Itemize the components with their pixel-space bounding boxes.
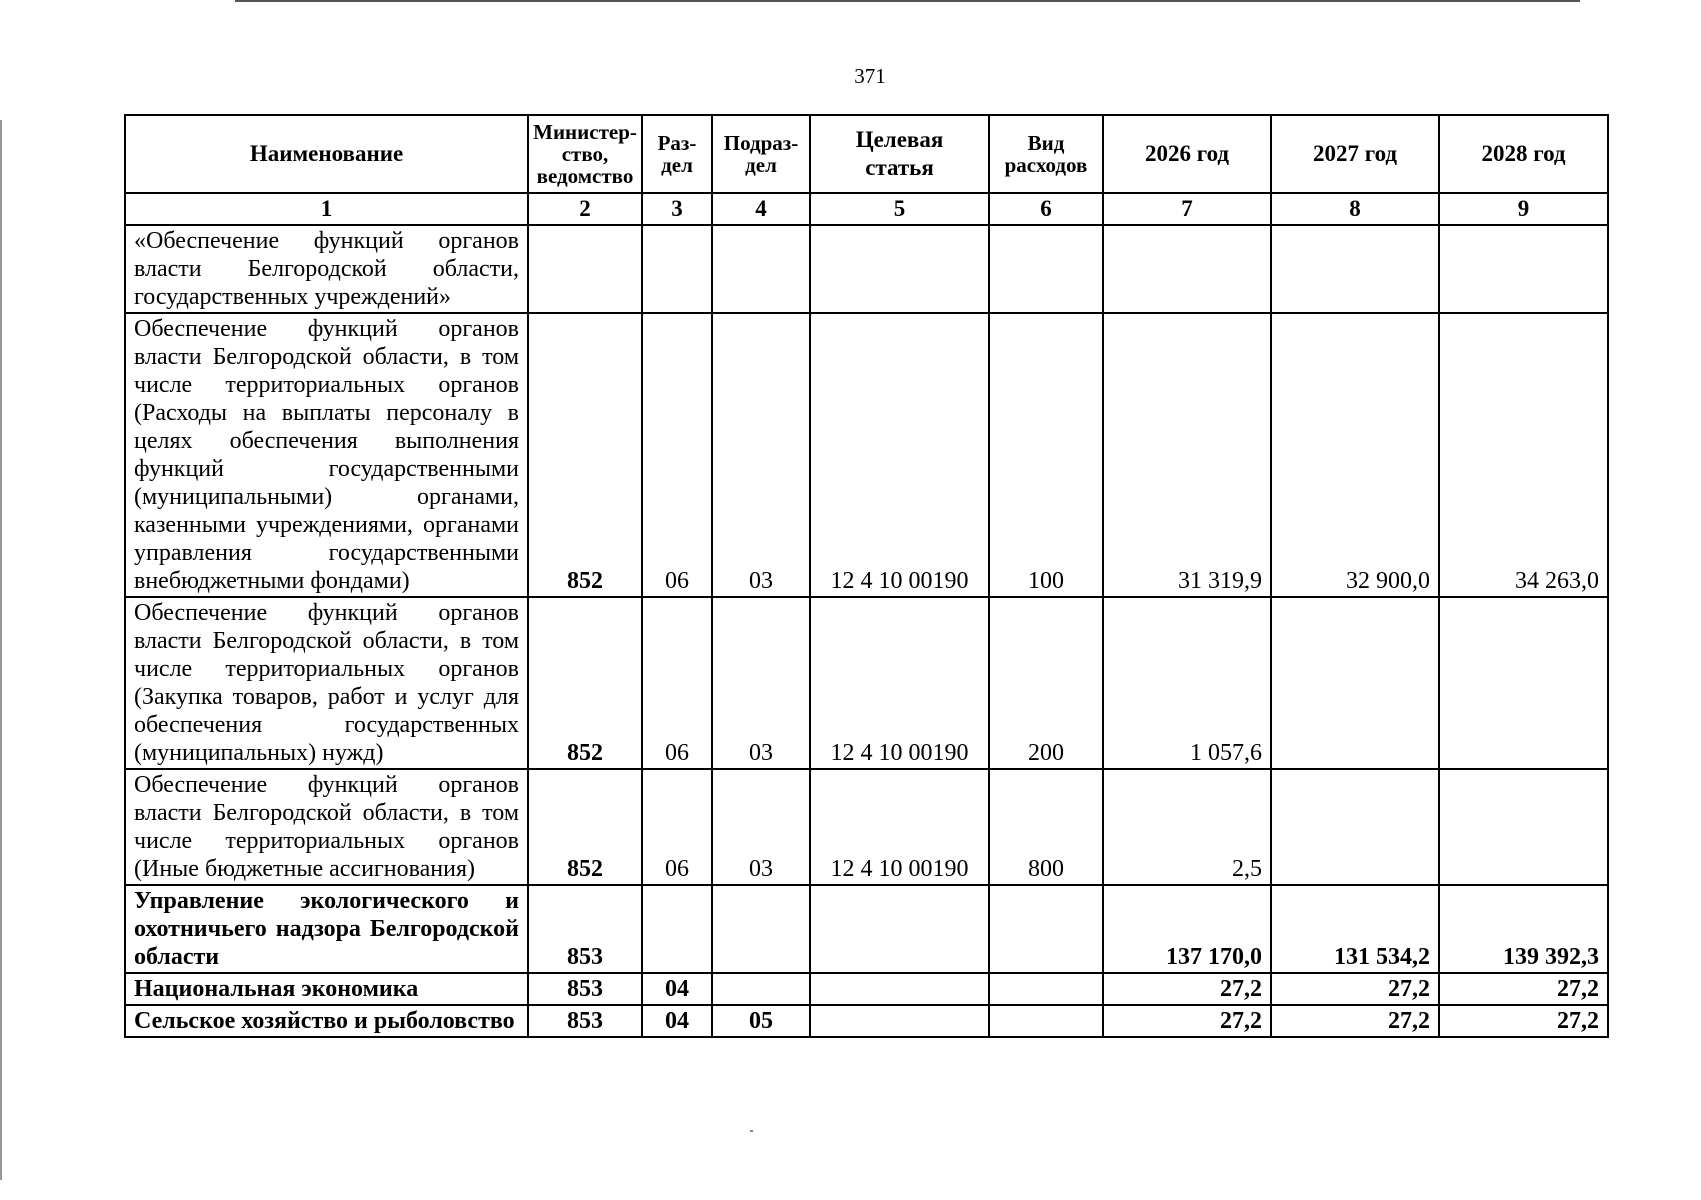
cell-target-article: 12 4 10 00190 <box>810 313 989 597</box>
column-number: 2 <box>528 193 642 225</box>
cell-2028: 27,2 <box>1439 1005 1608 1037</box>
table-row <box>125 973 1608 1005</box>
cell-2027 <box>1271 769 1439 885</box>
cell-2028 <box>1439 597 1608 769</box>
column-number: 6 <box>989 193 1103 225</box>
cell-subsection: 03 <box>712 597 810 769</box>
cell-2026: 31 319,9 <box>1103 313 1271 597</box>
cell-2028: 27,2 <box>1439 973 1608 1005</box>
cell-ministry: 852 <box>528 313 642 597</box>
header-target-article: Целевая статья <box>810 115 989 193</box>
cell-expense-type <box>989 225 1103 313</box>
cell-2026 <box>1103 225 1271 313</box>
cell-2027: 27,2 <box>1271 1005 1439 1037</box>
column-number-row <box>125 193 1608 225</box>
header-year-2028: 2028 год <box>1439 115 1608 193</box>
cell-name: Управление экологического и охотничьего надзора Белгородской области <box>125 885 528 973</box>
cell-section <box>642 225 712 313</box>
top-rule <box>235 0 1580 2</box>
table-header <box>125 115 1608 225</box>
header-ministry: Министер-ство, ведомство <box>528 115 642 193</box>
cell-name: «Обеспечение функций органов власти Белгородской области, государственных учреждений» <box>125 225 528 313</box>
cell-2026: 1 057,6 <box>1103 597 1271 769</box>
cell-2026: 137 170,0 <box>1103 885 1271 973</box>
cell-expense-type <box>989 885 1103 973</box>
column-number: 4 <box>712 193 810 225</box>
cell-expense-type <box>989 1005 1103 1037</box>
header-year-2026: 2026 год <box>1103 115 1271 193</box>
cell-section: 06 <box>642 769 712 885</box>
header-expense-type: Вид расходов <box>989 115 1103 193</box>
cell-name: Сельское хозяйство и рыболовство <box>125 1005 528 1037</box>
cell-name: Обеспечение функций органов власти Белгородской области, в том числе территориальных органов (Иные бюджетные ассигнования) <box>125 769 528 885</box>
cell-target-article: 12 4 10 00190 <box>810 769 989 885</box>
table-row <box>125 225 1608 313</box>
cell-2027: 27,2 <box>1271 973 1439 1005</box>
cell-ministry: 853 <box>528 973 642 1005</box>
cell-2027 <box>1271 597 1439 769</box>
cell-ministry: 852 <box>528 769 642 885</box>
cell-subsection <box>712 225 810 313</box>
table-row <box>125 1005 1608 1037</box>
cell-section <box>642 885 712 973</box>
page-number: 371 <box>854 64 886 88</box>
cell-target-article: 12 4 10 00190 <box>810 597 989 769</box>
cell-subsection: 03 <box>712 769 810 885</box>
table-row <box>125 597 1608 769</box>
cell-target-article <box>810 225 989 313</box>
left-edge-rule <box>0 120 2 1180</box>
cell-2027: 131 534,2 <box>1271 885 1439 973</box>
column-number: 7 <box>1103 193 1271 225</box>
cell-target-article <box>810 885 989 973</box>
cell-subsection <box>712 973 810 1005</box>
cell-expense-type: 200 <box>989 597 1103 769</box>
cell-2028: 139 392,3 <box>1439 885 1608 973</box>
header-subsection: Подраз-дел <box>712 115 810 193</box>
cell-2028 <box>1439 769 1608 885</box>
cell-ministry: 853 <box>528 1005 642 1037</box>
header-section: Раз-дел <box>642 115 712 193</box>
column-number: 5 <box>810 193 989 225</box>
table-row <box>125 313 1608 597</box>
cell-2026: 27,2 <box>1103 1005 1271 1037</box>
cell-name: Национальная экономика <box>125 973 528 1005</box>
cell-target-article <box>810 1005 989 1037</box>
cell-name: Обеспечение функций органов власти Белгородской области, в том числе территориальных органов (Закупка товаров, работ и услуг для обеспечения государственных (муниципальных) нужд) <box>125 597 528 769</box>
table-body <box>125 225 1608 1037</box>
column-number: 8 <box>1271 193 1439 225</box>
cell-ministry: 852 <box>528 597 642 769</box>
cell-ministry: 853 <box>528 885 642 973</box>
cell-2026: 27,2 <box>1103 973 1271 1005</box>
cell-subsection: 03 <box>712 313 810 597</box>
cell-ministry <box>528 225 642 313</box>
cell-target-article <box>810 973 989 1005</box>
cell-section: 06 <box>642 597 712 769</box>
cell-expense-type <box>989 973 1103 1005</box>
header-year-2027: 2027 год <box>1271 115 1439 193</box>
column-number: 3 <box>642 193 712 225</box>
cell-expense-type: 800 <box>989 769 1103 885</box>
cell-2026: 2,5 <box>1103 769 1271 885</box>
column-number: 1 <box>125 193 528 225</box>
cell-2028: 34 263,0 <box>1439 313 1608 597</box>
cell-2028 <box>1439 225 1608 313</box>
cell-section: 06 <box>642 313 712 597</box>
header-name: Наименование <box>125 115 528 193</box>
cell-subsection: 05 <box>712 1005 810 1037</box>
cell-name: Обеспечение функций органов власти Белгородской области, в том числе территориальных органов (Расходы на выплаты персоналу в целях обеспечения выполнения функций государственными (муниципальными) органами, казенными учреждениями, органами управления государственными внебюджетными фондами) <box>125 313 528 597</box>
header-row <box>125 115 1608 193</box>
column-number: 9 <box>1439 193 1608 225</box>
scan-dot <box>750 1130 753 1132</box>
cell-2027 <box>1271 225 1439 313</box>
table-row <box>125 885 1608 973</box>
cell-section: 04 <box>642 973 712 1005</box>
cell-section: 04 <box>642 1005 712 1037</box>
budget-table <box>124 114 1609 1038</box>
table-row <box>125 769 1608 885</box>
cell-expense-type: 100 <box>989 313 1103 597</box>
cell-2027: 32 900,0 <box>1271 313 1439 597</box>
cell-subsection <box>712 885 810 973</box>
